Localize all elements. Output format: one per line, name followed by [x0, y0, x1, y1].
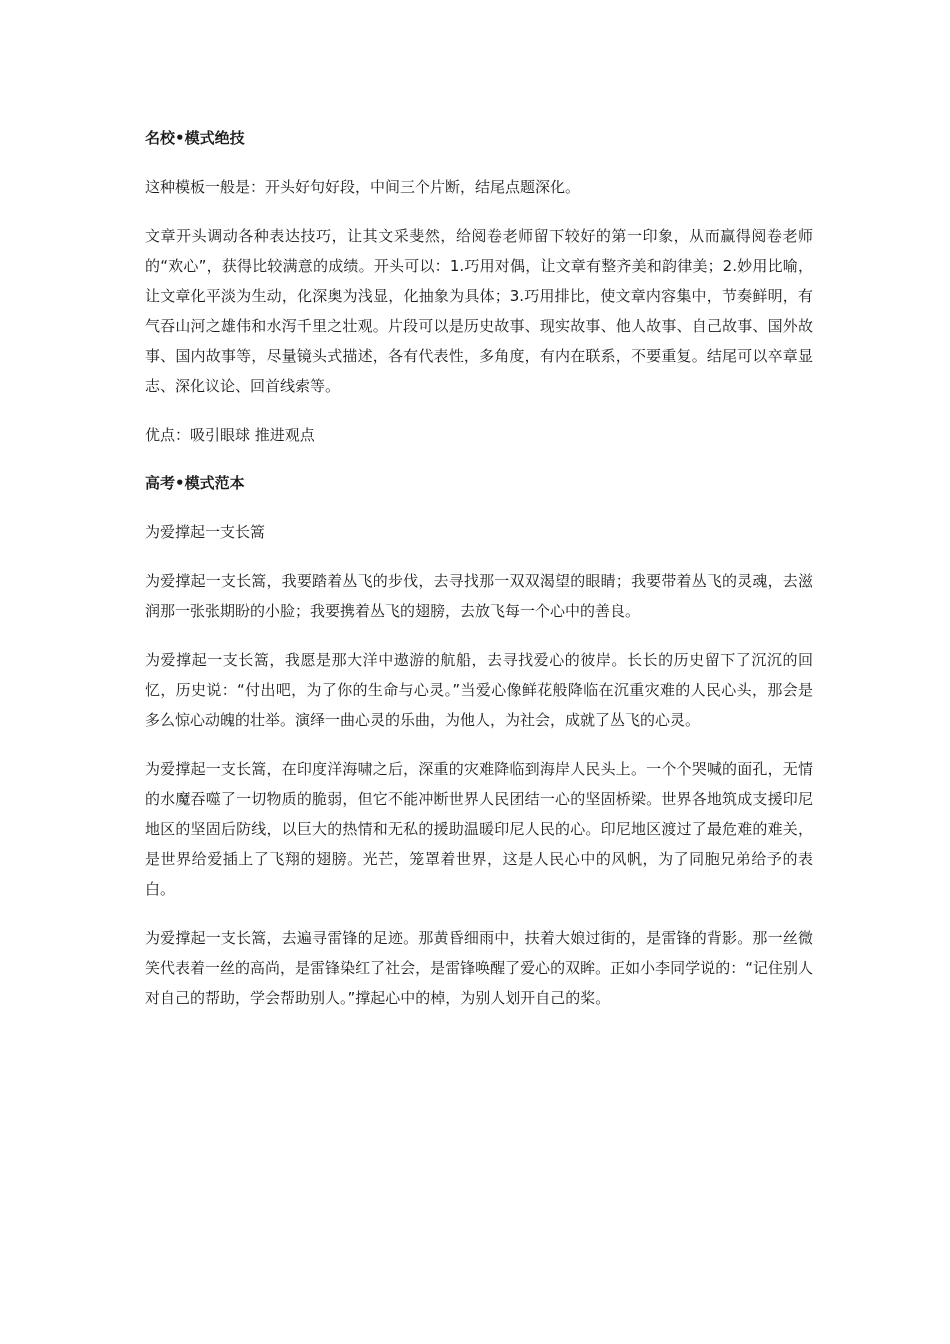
essay-paragraph: 为爱撑起一支长篙，我愿是那大洋中遨游的航船，去寻找爱心的彼岸。长长的历史留下了沉沉的回忆，历史说：“付出吧，为了你的生命与心灵。”当爱心像鲜花般降临在沉重灾难的人民心头，那会是多么惊心动魄的壮举。演绎一曲心灵的乐曲，为他人，为社会，成就了丛飞的心灵。 [145, 651, 813, 729]
section-heading-examples: 高考•模式范本 [145, 474, 245, 492]
document-page [145, 124, 813, 1032]
section-heading-techniques: 名校•模式绝技 [145, 129, 245, 147]
essay-paragraph: 为爱撑起一支长篙，去遍寻雷锋的足迹。那黄昏细雨中，扶着大娘过街的，是雷锋的背影。那一丝微笑代表着一丝的高尚，是雷锋染红了社会，是雷锋唤醒了爱心的双眸。正如小李同学说的：“记住别人对自己的帮助，学会帮助别人。”撑起心中的棹，为别人划开自己的桨。 [145, 929, 813, 1007]
essay-paragraph: 为爱撑起一支长篙，我要踏着丛飞的步伐，去寻找那一双双渴望的眼睛；我要带着丛飞的灵魂，去滋润那一张张期盼的小脸；我要携着丛飞的翅膀，去放飞每一个心中的善良。 [145, 572, 813, 620]
technique-explanation-paragraph: 文章开头调动各种表达技巧，让其文采斐然，给阅卷老师留下较好的第一印象，从而赢得阅卷老师的“欢心”，获得比较满意的成绩。开头可以：1.巧用对偶，让文章有整齐美和韵律美；2.妙用比喻，让文章化平淡为生动，化深奥为浅显，化抽象为具体；3.巧用排比，使文章内容集中，节奏鲜明，有气吞山河之雄伟和水泻千里之壮观。片段可以是历史故事、现实故事、他人故事、自己故事、国外故事、国内故事等，尽量镜头式描述，各有代表性，多角度，有内在联系，不要重复。结尾可以卒章显志、深化议论、回首线索等。 [145, 227, 813, 395]
essay-title: 为爱撑起一支长篙 [145, 523, 266, 541]
essay-paragraph: 为爱撑起一支长篙，在印度洋海啸之后，深重的灾难降临到海岸人民头上。一个个哭喊的面孔，无情的水魔吞噬了一切物质的脆弱，但它不能冲断世界人民团结一心的坚固桥梁。世界各地筑成支援印尼地区的坚固后防线，以巨大的热情和无私的援助温暖印尼人民的心。印尼地区渡过了最危难的难关，是世界给爱插上了飞翔的翅膀。光芒，笼罩着世界，这是人民心中的风帆，为了同胞兄弟给予的表白。 [145, 760, 813, 898]
advantages-paragraph: 优点：吸引眼球 推进观点 [145, 426, 315, 444]
template-summary-paragraph: 这种模板一般是：开头好句好段，中间三个片断，结尾点题深化。 [145, 178, 581, 196]
